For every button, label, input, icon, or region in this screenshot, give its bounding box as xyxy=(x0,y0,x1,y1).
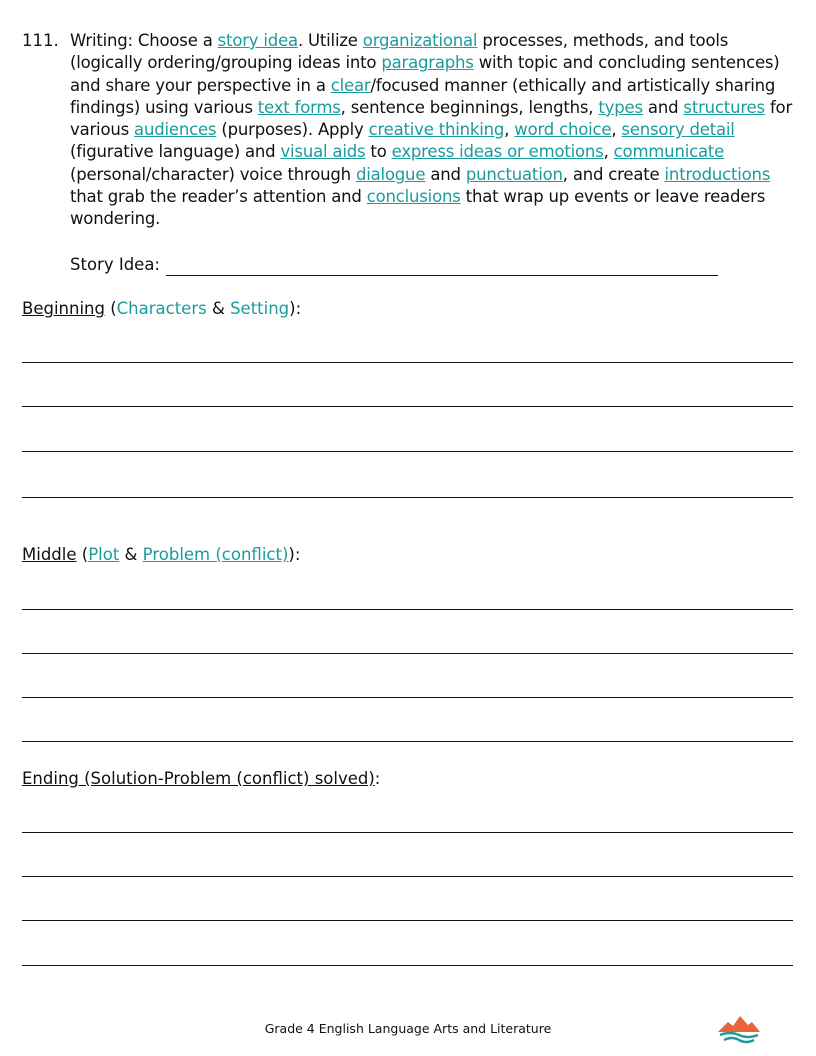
text: , xyxy=(603,142,614,162)
link-characters[interactable]: Characters xyxy=(116,299,207,318)
writing-line[interactable] xyxy=(22,497,793,498)
link-dialogue[interactable]: dialogue xyxy=(355,164,426,184)
link-conclusions[interactable]: conclusions xyxy=(366,187,461,207)
text: and xyxy=(642,97,684,117)
link-story-idea[interactable]: story idea xyxy=(217,31,298,50)
text: , xyxy=(504,120,515,140)
publisher-logo-icon xyxy=(716,1014,762,1044)
text: , and create xyxy=(562,164,665,184)
text: (figurative language) and xyxy=(70,142,281,162)
writing-line[interactable] xyxy=(22,876,793,877)
middle-heading xyxy=(22,544,300,566)
page-footer: Grade 4 English Language Arts and Literature xyxy=(264,1021,552,1036)
text: , xyxy=(611,120,622,140)
link-creative-thinking[interactable]: creative thinking xyxy=(368,120,505,140)
link-text-forms[interactable]: text forms xyxy=(257,97,341,117)
logo-mountain xyxy=(718,1016,760,1032)
text: , sentence beginnings, lengths, xyxy=(340,97,599,117)
ending-heading xyxy=(22,768,380,790)
link-organizational[interactable]: organizational xyxy=(362,31,478,50)
prompt-text xyxy=(70,30,802,231)
link-setting[interactable]: Setting xyxy=(230,299,290,318)
writing-line[interactable] xyxy=(22,697,793,698)
ending-label: Ending (Solution-Problem (conflict) solved) xyxy=(22,769,375,788)
writing-line[interactable] xyxy=(22,362,793,363)
text: ( xyxy=(76,545,89,564)
text: and xyxy=(425,164,466,184)
logo-wave xyxy=(724,1038,754,1042)
text: to xyxy=(365,142,392,162)
link-audiences[interactable]: audiences xyxy=(134,120,217,140)
link-structures[interactable]: structures xyxy=(683,97,765,117)
link-word-choice[interactable]: word choice xyxy=(514,120,612,140)
text: ): xyxy=(288,545,301,564)
text: Writing: Choose a xyxy=(70,31,218,50)
beginning-heading xyxy=(22,298,301,320)
text: for various xyxy=(70,97,793,140)
link-introductions[interactable]: introductions xyxy=(664,164,771,184)
link-communicate[interactable]: communicate xyxy=(613,142,725,162)
text: with topic and concluding sentences) and share your perspective in a xyxy=(70,53,780,95)
writing-line[interactable] xyxy=(22,609,793,610)
text: that grab the reader’s attention and xyxy=(70,187,367,207)
text: & xyxy=(119,545,143,564)
logo-wave xyxy=(720,1033,758,1037)
writing-line[interactable] xyxy=(22,832,793,833)
writing-line[interactable] xyxy=(22,741,793,742)
text: : xyxy=(374,769,381,788)
text: that wrap up events or leave readers wondering. xyxy=(70,187,766,229)
writing-line[interactable] xyxy=(22,920,793,921)
story-idea-row xyxy=(70,254,718,276)
link-problem-conflict[interactable]: Problem (conflict) xyxy=(142,545,289,564)
item-number: 111. xyxy=(22,31,59,50)
link-express-ideas[interactable]: express ideas or emotions xyxy=(391,142,604,162)
text: processes, methods, and tools (logically ordering/grouping ideas into xyxy=(70,31,729,73)
text: . Utilize xyxy=(297,31,363,50)
text: (personal/character) voice through xyxy=(70,164,356,184)
middle-label: Middle xyxy=(22,545,77,564)
text: ): xyxy=(289,299,302,318)
text: (purposes). Apply xyxy=(216,120,369,140)
beginning-label: Beginning xyxy=(22,299,105,318)
story-idea-blank[interactable] xyxy=(166,257,718,276)
link-plot[interactable]: Plot xyxy=(88,545,120,564)
text: & xyxy=(206,299,231,318)
link-punctuation[interactable]: punctuation xyxy=(465,164,563,184)
text: ( xyxy=(104,299,117,318)
writing-line[interactable] xyxy=(22,653,793,654)
writing-prompt xyxy=(22,30,802,231)
link-clear[interactable]: clear xyxy=(330,75,371,95)
link-paragraphs[interactable]: paragraphs xyxy=(381,53,474,73)
link-visual-aids[interactable]: visual aids xyxy=(280,142,366,162)
story-idea-label: Story Idea: xyxy=(70,255,160,274)
writing-line[interactable] xyxy=(22,406,793,407)
text: /focused manner (ethically and artistically sharing findings) using various xyxy=(70,75,776,117)
link-types[interactable]: types xyxy=(598,97,643,117)
writing-line[interactable] xyxy=(22,965,793,966)
link-sensory-detail[interactable]: sensory detail xyxy=(621,120,735,140)
writing-line[interactable] xyxy=(22,451,793,452)
